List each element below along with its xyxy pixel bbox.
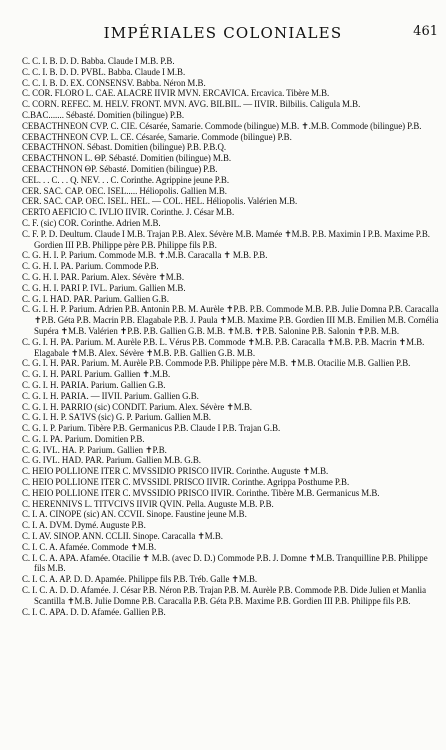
index-entry: C. I. C. A. Afamée. Commode ✝M.B. [22, 541, 157, 552]
index-entry: C. G. H. I. PARI P. IVL. Parium. Gallien M.B. [22, 282, 186, 293]
index-entry: C. G. I. PA. Parium. Domitien P.B. [22, 433, 145, 444]
index-entry: C. G. I. P. Parium. Tibère P.B. Germanicus P.B. Claude I P.B. Trajan G.B. [22, 423, 281, 434]
index-entry: CEBACTHNON L. ΘP. Sébasté. Domitien (bilingue) M.B. [22, 153, 232, 164]
index-entry: CEL. . . C. . . Q. NEV. . . C. Corinthe. Agrippine jeune P.B. [22, 174, 230, 185]
index-entry: C. I. AV. SINOP. ANN. CCLII. Sinope. Caracalla ✝M.B. [22, 531, 224, 542]
index-entry: C. G. I. H. PARRIO (sic) CONDIT. Parium. Alex. Sévère ✝M.B. [22, 401, 253, 412]
index-entry: CEBACTHNEON CVP. L. CE. Césarée, Samarie. Commode (bilingue) P.B. [22, 131, 292, 142]
index-entry: C. I. C. A. APA. Afamée. Otacilie ✝ M.B. (avec D. D.) Commode P.B. J. Domne ✝M.B. Tranquilline P.B. Philippe fils M.B. [22, 552, 428, 574]
index-entry: CER. SAC. CAP. OEC. ISEL. HEL. — COL. HEL. Héliopolis. Valérien M.B. [22, 196, 298, 207]
index-entry: C. HEIO POLLIONE ITER C. MVSSIDI. PRISCO IIVIR. Corinthe. Agrippa Posthume P.B. [22, 477, 350, 488]
index-entry: CER. SAC. CAP. OEC. ISEL..... Héliopolis. Gallien M.B. [22, 185, 227, 196]
index-entry: C. G. I. HAD. PAR. Parium. Gallien G.B. [22, 293, 169, 304]
page-number: 461 [413, 24, 438, 39]
index-entry: C. I. A. DVM. Dymé. Auguste P.B. [22, 520, 146, 531]
index-entry: C. G. I. H. PARIA. — IIVII. Parium. Gallien G.B. [22, 390, 199, 401]
index-entry: C. G. I. H. P. SA'IVS (sic) G. P. Parium. Gallien M.B. [22, 412, 211, 423]
index-entry: C. G. I. H. PAR. Parium. M. Aurèle P.B. Commode P.B. Philippe père M.B. ✝M.B. Otacilie M.B. Gallien P.B. [22, 358, 411, 369]
index-entry: C.BAC....... Sébasté. Domitien (bilingue) P.B. [22, 109, 185, 120]
index-entry: C. F. P. D. Deultum. Claude I M.B. Trajan P.B. Alex. Sévère M.B. Mamée ✝M.B. P.B. Maximin I P.B. Maxime P.B. Gordien III P.B. Philippe père P.B. Philippe fils P.B. [22, 228, 431, 250]
index-entry: CEBACTHNON ΘP. Sébasté. Domitien (bilingue) P.B. [22, 163, 218, 174]
page-title: IMPÉRIALES COLONIALES [103, 24, 343, 42]
index-entry: C. HEIO POLLIONE ITER C. MVSSIDIO PRISCO IIVIR. Corinthe. Auguste ✝M.B. [22, 466, 329, 477]
index-entry: C. I. C. A. D. D. Afamée. J. César P.B. Néron P.B. Trajan P.B. M. Aurèle P.B. Commode P.B. Dide Julien et Manlia Scantilla ✝M.B. Julie Domne P.B. Caracalla P.B. Géta P.B. Maxime P.B. Gordien III P.B. Philippe fils P.B. [22, 585, 427, 606]
index-entry: C. G. IVL. HAD. PAR. Parium. Gallien M.B. G.B. [22, 455, 202, 466]
index-entry: C. C. I. B. D. D. PVBL. Babba. Claude I M.B. [22, 66, 186, 77]
index-entry: C. F. (sic) COR. Corinthe. Adrien M.B. [22, 217, 161, 228]
index-entry: C. C. I. B. D. EX. CONSENSV. Babba. Néron M.B. [22, 77, 206, 88]
index-entries [22, 56, 440, 617]
index-entry: C. G. I. H. PARIA. Parium. Gallien G.B. [22, 379, 166, 390]
running-head [0, 24, 446, 44]
index-entry: C. COR. FLORO L. CAE. ALACRE IIVIR MVN. ERCAVICA. Ercavica. Tibère M.B. [22, 88, 330, 99]
index-entry: CEBACTHNON. Sébast. Domitien (bilingue) P.B. P.B.Q. [22, 142, 227, 153]
index-entry: C. I. C. A. AP. D. D. Apamée. Philippe fils P.B. Tréb. Galle ✝M.B. [22, 574, 258, 585]
index-entry: CEBACTHNEON CVP. C. CIE. Césarée, Samarie. Commode (bilingue) M.B. ✝.M.B. Commode (bilingue) P.B. [22, 120, 422, 131]
index-entry: C. I. C. APA. D. D. Afamée. Gallien P.B. [22, 606, 166, 617]
index-entry: C. G. I. H. P. Parium. Adrien P.B. Antonin P.B. M. Aurèle ✝P.B. P.B. Commode M.B. P.B. Julie Domna P.B. Caracalla ✝P.B. Géta P.B. Macrin P.B. Elagabale P.B. J. Paula ✝M.B. Maxime P.B. Gordien III M.B. Emilien M.B. Cornélia Supéra ✝M.B. Valérien ✝P.B. P.B. Gallien G.B. M.B. ✝M.B. ✝P.B. Salonine P.B. Salonin ✝P.B. M.B. [22, 304, 439, 336]
index-entry: C. CORN. REFEC. M. HELV. FRONT. MVN. AVG. BILBIL. — IIVIR. Bilbilis. Caligula M.B. [22, 99, 361, 110]
index-entry: C. I. A. CINOPE (sic) AN. CCVII. Sinope. Faustine jeune M.B. [22, 509, 247, 520]
index-entry: C. C. I. B. D. D. Babba. Claude I M.B. P.B. [22, 56, 175, 66]
index-entry: C. G. H. I. P. Parium. Commode M.B. ✝.M.B. Caracalla ✝ M.B. P.B. [22, 250, 268, 261]
index-entry: C. G. H. I. PAR. Parium. Alex. Sévère ✝M.B. [22, 271, 185, 282]
index-entry: C. G. IVL. HA. P. Parium. Gallien ✝P.B. [22, 444, 167, 455]
index-entry: C. HEIO POLLIONE ITER C. MVSSIDIO PRISCO IIVIR. Corinthe. Tibère M.B. Germanicus M.B. [22, 487, 380, 498]
index-entry: C. HERENNIVS L. TITVCIVS IIVIR QVIN. Pella. Auguste M.B. P.B. [22, 498, 274, 509]
index-entry: C. G. H. I. PA. Parium. Commode P.B. [22, 261, 159, 272]
index-entry: C. G. I. H. PA. Parium. M. Aurèle P.B. L. Vérus P.B. Commode ✝M.B. P.B. Caracalla ✝M.B. P.B. Macrin ✝M.B. Elagabale ✝M.B. Alex. Sévère ✝M.B. P.B. Gallien G.B. M.B. [22, 336, 425, 358]
index-entry: CERTO AEFICIO C. IVLIO IIVIR. Corinthe. J. César M.B. [22, 207, 235, 218]
index-entry: C. G. I. H. PARI. Parium. Gallien ✝.M.B. [22, 369, 171, 380]
